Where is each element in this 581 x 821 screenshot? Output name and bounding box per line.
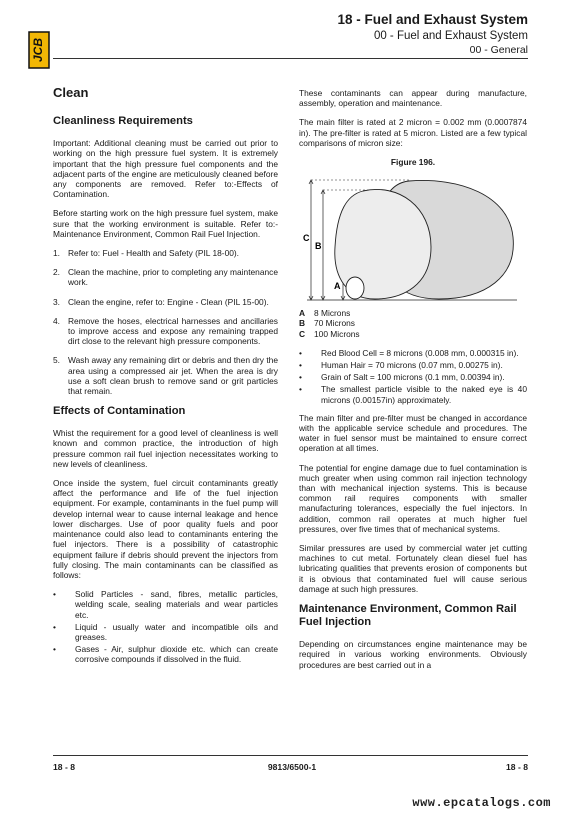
footer-page-right: 18 - 8 (506, 762, 528, 772)
label-a: A (334, 281, 341, 292)
damage-para: The potential for engine damage due to fuel contamination is much greater when using common rail injection technology than with mechanical injection systems. This is because common rail requires components with smaller manufacturing tolerances, especially the fuel injectors. In addition, common rail operates at much higher fuel pressures, over five times that of mechanical systems. (299, 462, 527, 534)
right-column (299, 88, 527, 679)
blood-cell-shape (346, 277, 364, 299)
jcb-logo (26, 30, 52, 70)
effects-heading: Effects of Contamination (53, 405, 186, 418)
legend-item: A 8 Microns (299, 308, 351, 319)
list-item: 5. Wash away any remaining dirt or debris and then dry the area using a compressed air jet. When the area is dry use a soft clean brush to remove sand or grit particles that remain. (53, 355, 278, 397)
list-item: • Red Blood Cell = 8 microns (0.008 mm, 0.000315 in). (299, 347, 519, 358)
pressure-para: Similar pressures are used by commercial water jet cutting machines to cut metal. Fortunately clean diesel fuel has lubricating qualities that prevents erosion of components but it is obvious that contaminated fuel will cause serious damage at such high pressures. (299, 543, 527, 594)
micron-figure (299, 177, 527, 302)
footer-page-left: 18 - 8 (53, 762, 75, 772)
contaminants-para: These contaminants can appear during manufacture, assembly, operation and maintenance. (299, 88, 527, 109)
left-column (53, 85, 278, 673)
page-title: Clean (53, 85, 89, 100)
subsection-title: 00 - General (469, 44, 528, 56)
list-item: • The smallest particle visible to the naked eye is 40 microns (0.00157in) approximately. (299, 384, 527, 405)
maintenance-para: Depending on circumstances engine maintenance may be required in various working environments. Obviously procedures are best carried out in a (299, 639, 527, 670)
list-item: • Human Hair = 70 microns (0.07 mm, 0.00275 in). (299, 360, 503, 371)
list-item: 3. Clean the engine, refer to: Engine - Clean (PIL 15-00). (53, 296, 269, 307)
cleaning-steps (53, 248, 278, 396)
section-title: 00 - Fuel and Exhaust System (373, 30, 528, 42)
legend-item: B 70 Microns (299, 318, 355, 329)
comparison-list (299, 348, 527, 405)
filter-rating-para: The main filter is rated at 2 micron = 0.002 mm (0.0007874 in). The pre-filter is rated at 5 micron. Listed are a few typical comparisons of micron size: (299, 117, 527, 148)
logo-text: JCB (31, 37, 46, 63)
list-item: • Liquid - usually water and incompatible oils and greases. (53, 621, 278, 642)
list-item: • Grain of Salt = 100 microns (0.1 mm, 0.00394 in). (299, 372, 505, 383)
effects-para-1: Whist the requirement for a good level of cleanliness is well known and common practice, the introduction of high pressure common rail fuel injection necessitates working to new levels of cleanliness. (53, 428, 278, 469)
list-item: 4. Remove the hoses, electrical harnesses and ancillaries to improve access and expose any remaining trapped dirt close to the relevant high pressure components. (53, 315, 278, 347)
filter-change-para: The main filter and pre-filter must be changed in accordance with the applicable service schedule and procedures. The water in fuel sensor must be maintained to ensure correct operation at all times. (299, 412, 527, 454)
figure-legend (299, 308, 527, 339)
list-item: • Solid Particles - sand, fibres, metallic particles, welding scale, sealing materials and wear particles etc. (53, 589, 278, 620)
effects-para-2: Once inside the system, fuel circuit contaminants greatly affect the performance and life of the fuel injection equipment. For example, contaminants in the fuel pump will develop internal wear to cause internal leakage and hence lower discharges. Use of poor quality fuels and poor maintenance could also lead to contaminants entering the fuel injectors. There is a possibility of catastrophic equipment failure if debris should prevent the injectors from fully closing. The main contaminants can be classified as follows: (53, 478, 278, 580)
list-item: 2. Clean the machine, prior to completing any maintenance work. (53, 267, 278, 288)
list-item: • Gases - Air, sulphur dioxide etc. which can create corrosive compounds if dissolved in the fluid. (53, 644, 278, 665)
cleanliness-para-1: Important: Additional cleaning must be carried out prior to working on the high pressure fuel system. It is extremely important that the high pressure fuel components and the adjacent parts of the engine are meticulously cleaned before any components are removed. Refer to:-Effects of Contamination. (53, 138, 278, 200)
header-rule (53, 58, 528, 59)
legend-item: C 100 Microns (299, 328, 360, 339)
list-item: 1. Refer to: Fuel - Health and Safety (PIL 18-00). (53, 248, 239, 259)
maintenance-heading: Maintenance Environment, Common Rail Fuel Injection (299, 603, 517, 629)
watermark: www.epcatalogs.com (412, 796, 551, 810)
chapter-title: 18 - Fuel and Exhaust System (337, 12, 528, 27)
cleanliness-para-2: Before starting work on the high pressure fuel system, make sure that the working environment is suitable. Refer to:-Maintenance Environment, Common Rail Fuel Injection. (53, 208, 278, 239)
footer-rule (53, 755, 528, 756)
label-b: B (315, 241, 322, 252)
label-c: C (303, 233, 310, 244)
footer-doc-number: 9813/6500-1 (267, 762, 317, 772)
contaminant-list (53, 589, 278, 664)
figure-title: Figure 196. (390, 157, 436, 168)
cleanliness-heading: Cleanliness Requirements (53, 115, 193, 128)
